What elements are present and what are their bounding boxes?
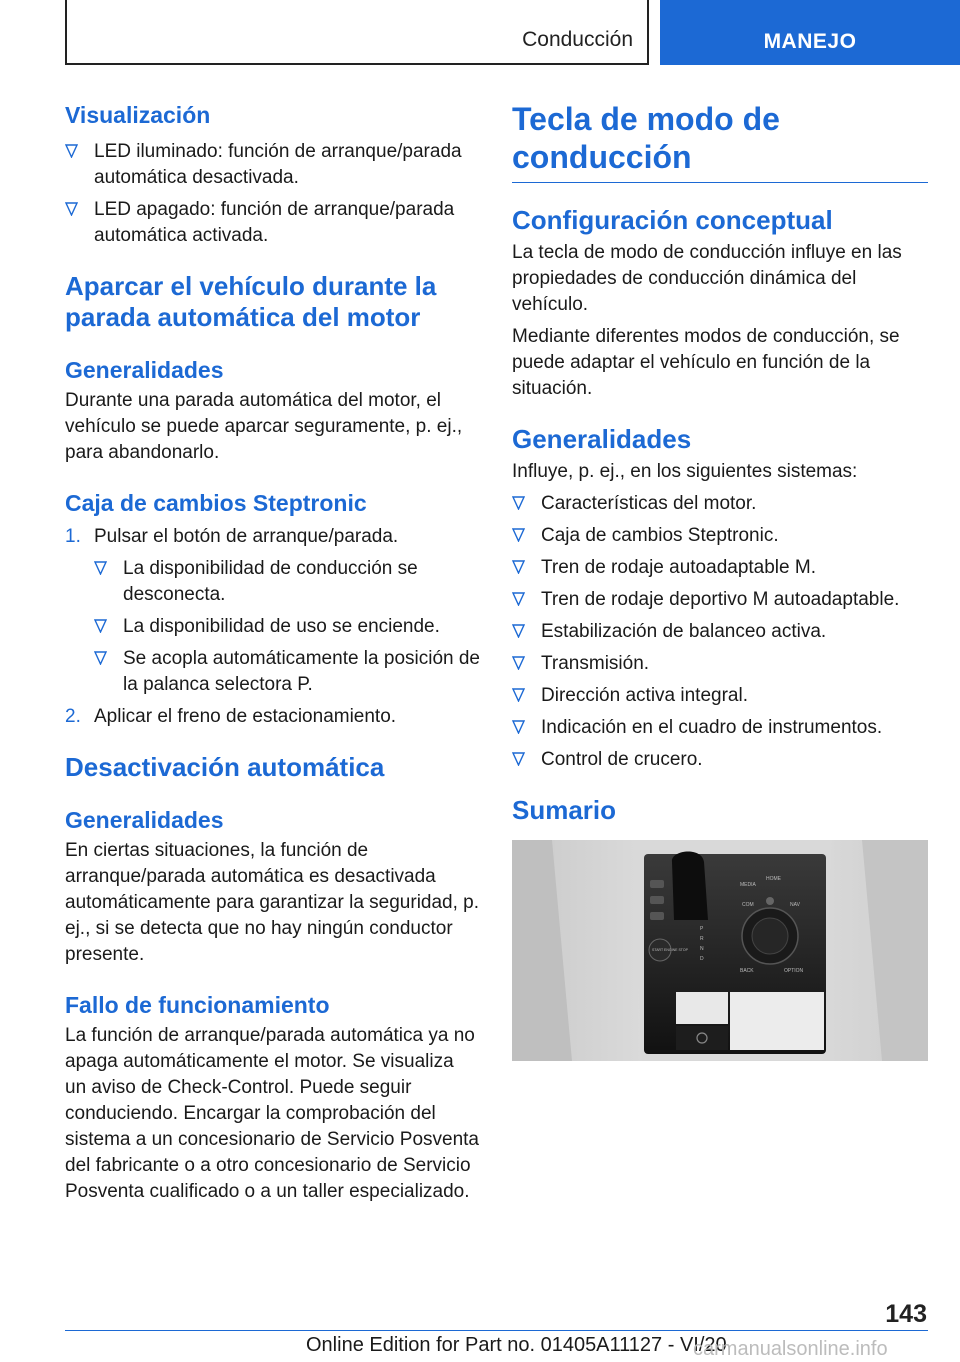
list-item-text: LED apagado: función de arranque/parada automática activada.: [94, 199, 455, 246]
list-item-text: Control de crucero.: [541, 749, 703, 770]
console-gear-d: D: [700, 956, 704, 962]
watermark: carmanualsonline.info: [693, 1338, 888, 1360]
console-label-start-stop: START ENGINE STOP: [652, 948, 688, 952]
list-item: [65, 139, 480, 191]
header-chapter-tab: [660, 0, 960, 65]
paragraph-config-1: La tecla de modo de conducción influye en las propiedades de conducción dinámica del vehículo.: [512, 242, 902, 315]
left-column: [65, 100, 480, 1205]
bullet-triangle-icon: [94, 561, 107, 575]
list-item: [512, 523, 928, 549]
console-label-back: BACK: [740, 968, 754, 974]
list-item-text: Características del motor.: [541, 493, 757, 514]
list-item-text: Tren de rodaje autoadaptable M.: [541, 557, 816, 578]
paragraph-fallo: La función de arranque/parada automática ya no apaga automáticamente el motor. Se visualiza un aviso de Check-Control. Puede seguir conduciendo. Encargar la comprobación del sistema a un concesionario de Servicio Posventa del fabricante o a otro concesionario de Servicio Posventa cualificado o a un taller especializado.: [65, 1025, 480, 1202]
list-item: [512, 715, 928, 741]
console-illustration-svg: [512, 840, 928, 1061]
console-gear-p: P: [700, 926, 704, 932]
list-item: [512, 747, 928, 773]
bullet-triangle-icon: [94, 651, 107, 665]
heading-generalidades-desactivacion: Generalidades: [65, 807, 224, 833]
step-item: [65, 524, 480, 698]
header-section-box: [65, 0, 649, 65]
bullet-triangle-icon: [512, 720, 525, 734]
header-chapter-label: MANEJO: [763, 30, 857, 53]
bullet-triangle-icon: [512, 592, 525, 606]
list-item-text: Se acopla automáticamente la posición de la palanca selectora P.: [123, 648, 481, 695]
heading-tecla-modo: Tecla de modo de conducción: [512, 100, 928, 183]
list-item-text: Transmisión.: [541, 653, 650, 674]
console-label-home: HOME: [766, 876, 781, 882]
heading-sumario: Sumario: [512, 795, 617, 825]
list-item-text: LED iluminado: función de arranque/parada automática desactivada.: [94, 141, 462, 188]
paragraph-generalidades-intro: Influye, p. ej., en los siguientes sistemas:: [512, 461, 858, 482]
list-item: [94, 646, 480, 698]
list-item: [94, 556, 480, 608]
footer-divider: [65, 1330, 928, 1331]
bullet-triangle-icon: [94, 619, 107, 633]
list-item-text: Caja de cambios Steptronic.: [541, 525, 779, 546]
bullet-triangle-icon: [512, 752, 525, 766]
systems-list: [512, 491, 928, 773]
list-item: [512, 651, 928, 677]
bullet-triangle-icon: [65, 144, 78, 158]
paragraph-desactivacion: En ciertas situaciones, la función de arranque/parada automática es desactivada automáticamente para garantizar la seguridad, p. ej., si se detecta que no hay ningún conductor presente.: [65, 840, 480, 965]
paragraph-config-2: Mediante diferentes modos de conducción, se puede adaptar el vehículo en función de la situación.: [512, 326, 900, 399]
bullet-triangle-icon: [512, 528, 525, 542]
step-number: 1.: [65, 526, 81, 547]
step-text: Aplicar el freno de estacionamiento.: [94, 706, 397, 727]
list-item-text: Dirección activa integral.: [541, 685, 748, 706]
visualizacion-list: [65, 139, 480, 249]
bullet-triangle-icon: [512, 656, 525, 670]
list-item: [512, 683, 928, 709]
header-section-title: Conducción: [522, 28, 633, 51]
heading-desactivacion: Desactivación automática: [65, 752, 385, 782]
list-item: [94, 614, 480, 640]
heading-aparcar: Aparcar el vehículo durante la parada automática del motor: [65, 271, 437, 332]
list-item-text: La disponibilidad de uso se enciende.: [123, 616, 440, 637]
list-item-text: La disponibilidad de conducción se desconecta.: [123, 558, 418, 605]
console-label-media: MEDIA: [740, 882, 756, 888]
bullet-triangle-icon: [512, 688, 525, 702]
list-item-text: Tren de rodaje deportivo M autoadaptable.: [541, 589, 900, 610]
console-label-option: OPTION: [784, 968, 804, 974]
console-illustration: [512, 840, 928, 1061]
list-item: [65, 197, 480, 249]
heading-visualizacion: Visualización: [65, 102, 211, 128]
bullet-triangle-icon: [512, 560, 525, 574]
console-gear-n: N: [700, 946, 704, 952]
console-label-nav: NAV: [790, 902, 800, 908]
step-number: 2.: [65, 706, 81, 727]
heading-configuracion: Configuración conceptual: [512, 205, 833, 235]
bullet-triangle-icon: [65, 202, 78, 216]
heading-generalidades-tecla: Generalidades: [512, 424, 692, 454]
right-column: [512, 100, 928, 1061]
list-item: [512, 587, 928, 613]
list-item-text: Estabilización de balanceo activa.: [541, 621, 827, 642]
console-gear-r: R: [700, 936, 704, 942]
list-item: [512, 619, 928, 645]
paragraph-aparcar: Durante una parada automática del motor, el vehículo se puede aparcar seguramente, p. ej., para abandonarlo.: [65, 390, 463, 463]
heading-fallo: Fallo de funcionamiento: [65, 992, 330, 1018]
bullet-triangle-icon: [512, 496, 525, 510]
heading-generalidades-aparcar: Generalidades: [65, 357, 224, 383]
page-number: 143: [885, 1300, 927, 1328]
step-text: Pulsar el botón de arranque/parada.: [94, 526, 399, 547]
step-sub-list: [94, 556, 480, 698]
edition-line: Online Edition for Part no. 01405A11127 - VI/20: [306, 1334, 727, 1356]
list-item: [512, 555, 928, 581]
step-item: [65, 704, 480, 730]
console-label-com: COM: [742, 902, 754, 908]
list-item-text: Indicación en el cuadro de instrumentos.: [541, 717, 883, 738]
bullet-triangle-icon: [512, 624, 525, 638]
steptronic-steps: [65, 524, 480, 730]
heading-steptronic: Caja de cambios Steptronic: [65, 490, 367, 516]
list-item: [512, 491, 928, 517]
gear-selector: [672, 851, 708, 920]
